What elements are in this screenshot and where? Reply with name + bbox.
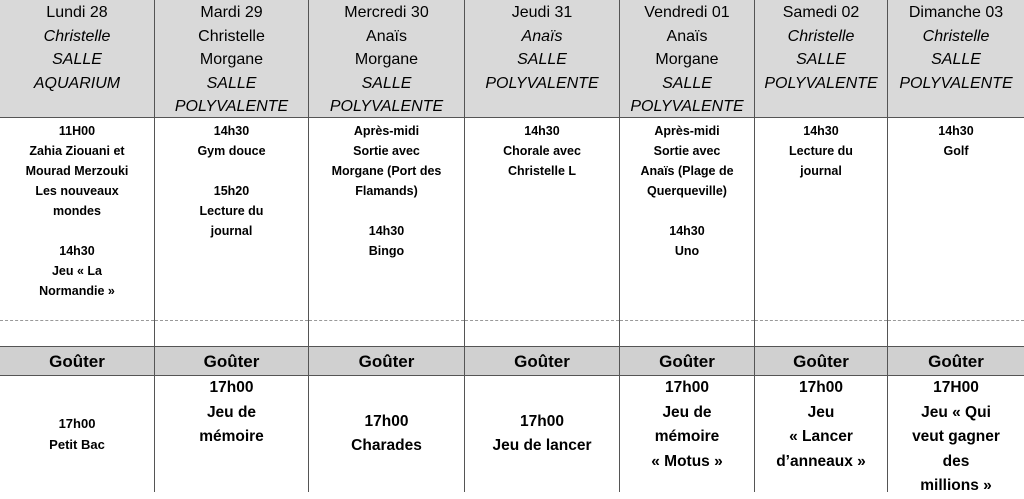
activity-line: Jeu « Qui — [921, 403, 991, 421]
day-column-samedi — [755, 0, 888, 492]
evening-activity — [888, 376, 1024, 492]
staff-name: Christelle — [787, 27, 855, 45]
activity-line: Petit Bac — [49, 437, 105, 452]
day-column-lundi — [0, 0, 155, 492]
activity-line: 17h00 — [520, 412, 564, 430]
day-title: Dimanche 03 — [908, 4, 1004, 21]
activity-line: 14h30 — [524, 124, 560, 138]
staff-name: Morgane — [354, 51, 419, 68]
activity-line: Sortie avec — [653, 144, 721, 158]
afternoon-activities — [155, 118, 308, 320]
activity-line: 17h00 — [209, 379, 254, 396]
divider — [155, 320, 308, 321]
activity-line: 17h00 — [58, 416, 96, 431]
room-label: SALLE — [796, 51, 846, 68]
activity-line: 17h00 — [799, 379, 843, 396]
afternoon-activities — [465, 118, 619, 320]
day-title: Mercredi 30 — [344, 4, 429, 21]
evening-activity — [755, 376, 887, 492]
staff-name: Anaïs — [666, 27, 708, 45]
activity-line: journal — [210, 224, 253, 238]
spacer — [155, 161, 308, 181]
activity-line: 11H00 — [58, 124, 96, 138]
day-column-mardi — [155, 0, 309, 492]
activity-line: Jeu de — [662, 403, 712, 421]
room-label: SALLE — [517, 51, 567, 68]
activity-line: « Motus » — [651, 452, 723, 470]
activity-line: Uno — [674, 244, 700, 258]
day-column-mercredi — [309, 0, 465, 492]
staff-name: Christelle — [43, 27, 111, 45]
staff-name: Christelle — [198, 27, 265, 45]
snack-row-label: Goûter — [888, 346, 1024, 376]
day-header — [888, 0, 1024, 118]
snack-row-label: Goûter — [309, 346, 464, 376]
day-header — [155, 0, 308, 118]
day-header — [0, 0, 154, 118]
activity-line: Lecture du — [199, 204, 264, 218]
staff-name: Anaïs — [366, 27, 407, 45]
day-column-vendredi — [620, 0, 755, 492]
activity-line: millions » — [920, 477, 992, 494]
room-label: SALLE — [662, 74, 712, 92]
activity-line: 17h00 — [364, 412, 409, 430]
activity-line: Gym douce — [197, 144, 266, 158]
snack-row-label: Goûter — [620, 346, 754, 376]
evening-activity — [0, 376, 154, 492]
day-header — [620, 0, 754, 118]
activity-line: Mourad Merzouki — [25, 164, 129, 178]
activity-line: Lecture du — [789, 144, 853, 158]
activity-line: 14h30 — [368, 224, 405, 238]
afternoon-activities — [309, 118, 464, 320]
activity-line: 14h30 — [938, 124, 974, 138]
day-header — [309, 0, 464, 118]
activity-line: Chorale avec — [503, 144, 581, 158]
activity-line: Morgane (Port des — [331, 164, 442, 178]
spacer — [620, 201, 754, 221]
divider — [309, 320, 464, 321]
room-label: SALLE — [52, 51, 102, 68]
room-label: SALLE — [206, 74, 257, 92]
activity-line: Querqueville) — [647, 184, 727, 198]
snack-row-label: Goûter — [465, 346, 619, 376]
activity-line: Jeu de — [206, 403, 257, 421]
activity-line: Jeu — [807, 403, 835, 421]
room-label: SALLE — [931, 51, 981, 68]
activity-line: 15h20 — [213, 184, 250, 198]
afternoon-activities — [755, 118, 887, 320]
snack-row-label: Goûter — [0, 346, 154, 376]
activity-line: « Lancer — [789, 428, 853, 445]
staff-name: Morgane — [199, 51, 264, 68]
day-header — [755, 0, 887, 118]
spacer — [0, 221, 154, 241]
activity-line: Sortie avec — [353, 144, 420, 158]
afternoon-activities — [0, 118, 154, 320]
evening-activity — [155, 376, 308, 492]
evening-activity — [465, 376, 619, 492]
afternoon-activities — [888, 118, 1024, 320]
activity-line: 14h30 — [803, 124, 839, 138]
activity-line: journal — [800, 164, 842, 178]
spacer — [309, 201, 464, 221]
day-title: Mardi 29 — [200, 4, 263, 21]
staff-name: Morgane — [655, 51, 719, 68]
activity-line: mondes — [53, 204, 101, 218]
staff-name: Christelle — [922, 27, 990, 45]
activity-line: Bingo — [368, 244, 405, 258]
room-name: POLYVALENTE — [899, 74, 1013, 92]
room-label: SALLE — [361, 74, 412, 92]
afternoon-activities — [620, 118, 754, 320]
day-column-dimanche — [888, 0, 1024, 492]
day-title: Jeudi 31 — [511, 4, 573, 21]
activity-line: 14h30 — [669, 224, 705, 238]
activity-line: Les nouveaux — [35, 184, 119, 198]
activity-line: Flamands) — [355, 184, 418, 198]
divider — [888, 320, 1024, 321]
activity-line: d’anneaux » — [776, 452, 866, 470]
day-header — [465, 0, 619, 118]
activity-line: mémoire — [199, 428, 264, 445]
activity-line: 14h30 — [213, 124, 250, 138]
activity-line: Après-midi — [353, 124, 420, 138]
activity-line: Zahia Ziouani et — [29, 144, 125, 158]
snack-row-label: Goûter — [155, 346, 308, 376]
divider — [0, 320, 154, 321]
day-title: Lundi 28 — [46, 4, 108, 21]
day-column-jeudi — [465, 0, 620, 492]
activity-line: des — [942, 452, 970, 470]
activity-line: 14h30 — [59, 244, 95, 258]
activity-line: Christelle L — [507, 164, 577, 178]
activity-line: Jeu « La — [51, 264, 103, 278]
room-name: POLYVALENTE — [764, 74, 878, 92]
day-title: Vendredi 01 — [644, 4, 730, 21]
room-name: POLYVALENTE — [174, 98, 289, 115]
activity-line: Jeu de lancer — [492, 437, 592, 454]
activity-line: veut gagner — [912, 428, 1000, 445]
activity-line: 17h00 — [665, 379, 709, 396]
room-name: POLYVALENTE — [329, 98, 444, 115]
evening-activity — [620, 376, 754, 492]
evening-activity — [309, 376, 464, 492]
activity-line: Charades — [351, 437, 422, 454]
room-name: POLYVALENTE — [485, 74, 599, 92]
divider — [755, 320, 887, 321]
room-name: AQUARIUM — [33, 74, 121, 92]
divider — [465, 320, 619, 321]
divider — [620, 320, 754, 321]
activity-line: mémoire — [654, 428, 720, 445]
room-name: POLYVALENTE — [630, 98, 744, 115]
activity-line: Après-midi — [654, 124, 720, 138]
activity-line: Normandie » — [39, 284, 115, 298]
activity-line: Anaïs (Plage de — [640, 164, 734, 178]
snack-row-label: Goûter — [755, 346, 887, 376]
day-title: Samedi 02 — [782, 4, 860, 21]
activity-line: Golf — [943, 144, 969, 158]
staff-name: Anaïs — [521, 27, 563, 45]
activity-line: 17H00 — [933, 379, 979, 396]
